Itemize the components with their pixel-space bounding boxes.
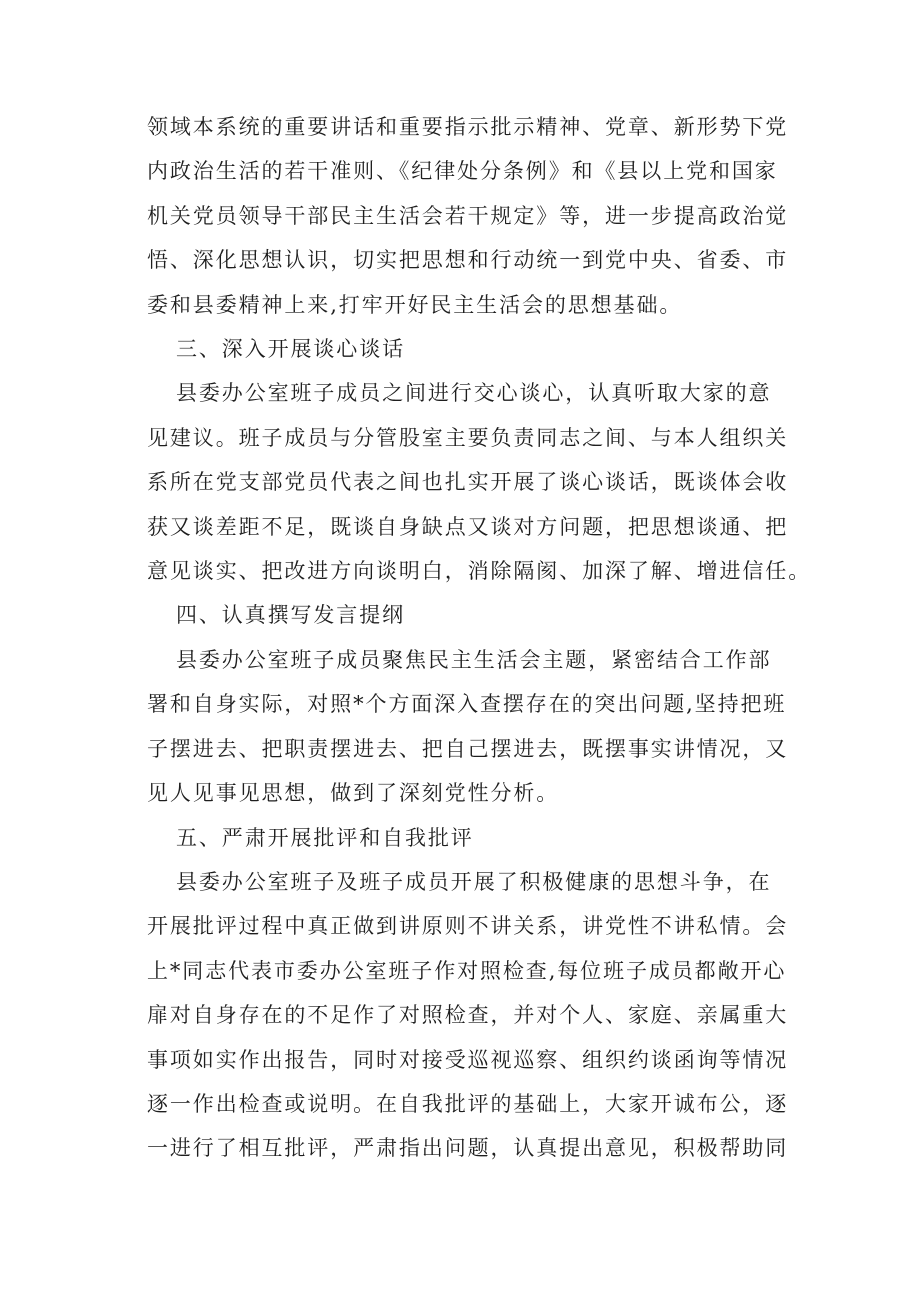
text-line: 县委办公室班子及班子成员开展了积极健康的思想斗争，在 — [176, 869, 772, 894]
text-line: 内政治生活的若干准则、《纪律处分条例》和《县以上党和国家 — [147, 159, 778, 184]
section-heading: 四、认真撰写发言提纲 — [176, 603, 405, 628]
document-body — [147, 105, 812, 1171]
text-line: 事项如实作出报告，同时对接受巡视巡察、组织约谈函询等情况 — [147, 1047, 789, 1072]
text-line: 县委办公室班子成员聚焦民主生活会主题，紧密结合工作部 — [176, 647, 772, 672]
text-line: 系所在党支部党员代表之间也扎实开展了谈心谈话，既谈体会收 — [147, 470, 789, 495]
text-line: 县委办公室班子成员之间进行交心谈心，认真听取大家的意 — [176, 381, 772, 406]
section-heading: 三、深入开展谈心谈话 — [176, 337, 405, 362]
text-line: 见建议。班子成员与分管股室主要负责同志之间、与本人组织关 — [147, 425, 789, 450]
text-line: 上*同志代表市委办公室班子作对照检查,每位班子成员都敞开心 — [147, 958, 787, 983]
text-line: 机关党员领导干部民主生活会若干规定》等，进一步提高政治觉 — [147, 203, 789, 228]
text-line: 开展批评过程中真正做到讲原则不讲关系，讲党性不讲私情。会 — [147, 914, 789, 939]
text-line: 扉对自身存在的不足作了对照检查，并对个人、家庭、亲属重大 — [147, 1003, 789, 1028]
text-line: 见人见事见思想，做到了深刻党性分析。 — [147, 781, 560, 806]
text-line: 领域本系统的重要讲话和重要指示批示精神、党章、新形势下党 — [147, 115, 789, 139]
text-line: 委和县委精神上来,打牢开好民主生活会的思想基础。 — [147, 292, 683, 317]
text-line: 一进行了相互批评，严肃指出问题，认真提出意见，积极帮助同 — [147, 1136, 789, 1161]
text-line: 意见谈实、把改进方向谈明白，消除隔阂、加深了解、增进信任。 — [147, 559, 812, 584]
text-line: 逐一作出检查或说明。在自我批评的基础上，大家开诚布公，逐 — [147, 1091, 789, 1116]
text-line: 子摆进去、把职责摆进去、把自己摆进去，既摆事实讲情况，又 — [147, 736, 789, 761]
text-line: 获又谈差距不足，既谈自身缺点又谈对方问题，把思想谈通、把 — [147, 514, 789, 539]
section-heading: 五、严肃开展批评和自我批评 — [176, 825, 474, 850]
text-line: 署和自身实际，对照*个方面深入查摆存在的突出问题,坚持把班 — [147, 692, 787, 717]
text-line: 悟、深化思想认识，切实把思想和行动统一到党中央、省委、市 — [147, 248, 789, 273]
